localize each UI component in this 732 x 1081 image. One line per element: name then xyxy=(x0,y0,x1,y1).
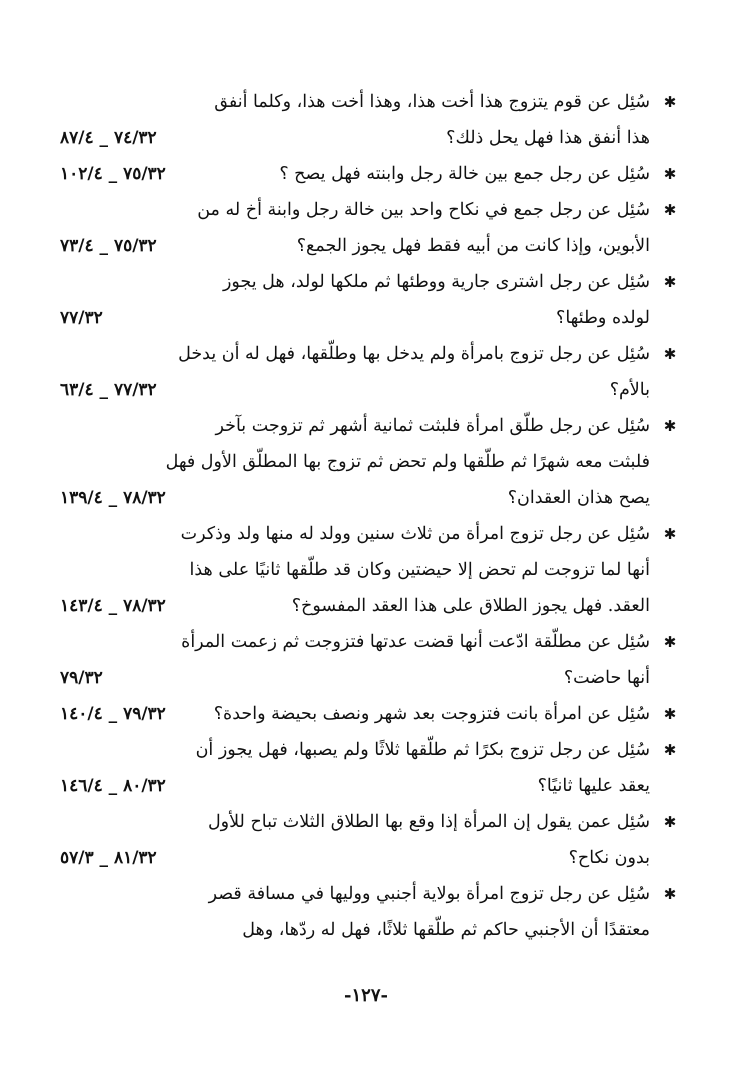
asterisk-bullet-icon: ✱ xyxy=(663,525,677,543)
question-text: العقد. فهل يجوز الطلاق على هذا العقد المفسوخ؟ xyxy=(291,596,650,616)
volume-page-reference: ٧٩/٣٢ _ ١٤٠/٤ xyxy=(60,704,166,724)
volume-page-reference: ٧٧/٣٢ xyxy=(60,308,103,328)
question-text: سُئِل عن رجل جمع في نكاح واحد بين خالة رجل وابنة أخ له من xyxy=(197,200,650,220)
volume-page-reference: ٨٠/٣٢ _ ١٤٦/٤ xyxy=(60,776,166,796)
question-text: فلبثت معه شهرًا ثم طلّقها ولم تحض ثم تزوج بها المطلّق الأول فهل xyxy=(165,452,650,472)
asterisk-bullet-icon: ✱ xyxy=(663,165,677,183)
asterisk-bullet-icon: ✱ xyxy=(663,633,677,651)
question-text: الأبوين، وإذا كانت من أبيه فقط فهل يجوز الجمع؟ xyxy=(296,236,650,256)
question-entry xyxy=(60,198,680,270)
question-text: بدون نكاح؟ xyxy=(568,848,650,868)
question-text: سُئِل عن قوم يتزوج هذا أخت هذا، وهذا أخت هذا، وكلما أنفق xyxy=(214,92,650,112)
question-text: يعقد عليها ثانيًا؟ xyxy=(537,776,650,796)
asterisk-bullet-icon: ✱ xyxy=(663,345,677,363)
question-text: سُئِل عن رجل جمع بين خالة رجل وابنته فهل يصح ؟ xyxy=(279,164,650,184)
question-text: سُئِل عن مطلّقة ادّعت أنها قضت عدتها فتزوجت ثم زعمت المرأة xyxy=(181,632,650,652)
question-text: سُئِل عن امرأة بانت فتزوجت بعد شهر ونصف بحيضة واحدة؟ xyxy=(213,704,650,724)
asterisk-bullet-icon: ✱ xyxy=(663,813,677,831)
question-text: سُئِل عن رجل تزوج بكرًا ثم طلّقها ثلاثًا ولم يصبها، فهل يجوز أن xyxy=(195,740,650,760)
volume-page-reference: ٧٩/٣٢ xyxy=(60,668,103,688)
asterisk-bullet-icon: ✱ xyxy=(663,741,677,759)
question-text: معتقدًا أن الأجنبي حاكم ثم طلّقها ثلاثًا، فهل له ردّها، وهل xyxy=(242,920,650,940)
question-entry xyxy=(60,414,680,522)
volume-page-reference: ٧٥/٣٢ _ ٧٣/٤ xyxy=(60,236,157,256)
question-text: يصح هذان العقدان؟ xyxy=(507,488,650,508)
question-text: أنها حاضت؟ xyxy=(563,668,650,688)
question-text: سُئِل عن رجل تزوج بامرأة ولم يدخل بها وطلّقها، فهل له أن يدخل xyxy=(178,344,650,364)
asterisk-bullet-icon: ✱ xyxy=(663,417,677,435)
asterisk-bullet-icon: ✱ xyxy=(663,201,677,219)
question-text: سُئِل عن رجل تزوج امرأة بولاية أجنبي ووليها في مسافة قصر xyxy=(208,884,650,904)
question-entry xyxy=(60,342,680,414)
question-text: بالأم؟ xyxy=(609,380,650,400)
question-entry xyxy=(60,270,680,342)
question-text: سُئِل عن رجل طلّق امرأة فلبثت ثمانية أشهر ثم تزوجت بآخر xyxy=(215,416,650,436)
question-text: أنها لما تزوجت لم تحض إلا حيضتين وكان قد طلّقها ثانيًا على هذا xyxy=(189,560,650,580)
volume-page-reference: ٨١/٣٢ _ ٥٧/٣ xyxy=(60,848,157,868)
volume-page-reference: ٧٨/٣٢ _ ١٤٣/٤ xyxy=(60,596,166,616)
volume-page-reference: ٧٧/٣٢ _ ٦٣/٤ xyxy=(60,380,157,400)
question-text: سُئِل عن رجل اشترى جارية ووطئها ثم ملكها لولد، هل يجوز xyxy=(222,272,650,292)
volume-page-reference: ٧٨/٣٢ _ ١٣٩/٤ xyxy=(60,488,166,508)
question-entry xyxy=(60,162,680,198)
question-entry xyxy=(60,90,680,162)
question-entry xyxy=(60,702,680,738)
question-entry xyxy=(60,738,680,810)
asterisk-bullet-icon: ✱ xyxy=(663,885,677,903)
question-entry xyxy=(60,882,680,954)
question-entry xyxy=(60,810,680,882)
question-entry xyxy=(60,630,680,702)
asterisk-bullet-icon: ✱ xyxy=(663,273,677,291)
question-text: لولده وطئها؟ xyxy=(556,308,650,328)
asterisk-bullet-icon: ✱ xyxy=(663,93,677,111)
question-entry xyxy=(60,522,680,630)
page-number: -١٢٧- xyxy=(344,985,388,1006)
question-text: سُئِل عن رجل تزوج امرأة من ثلاث سنين وولد له منها ولد وذكرت xyxy=(180,524,650,544)
volume-page-reference: ٧٥/٣٢ _ ١٠٢/٤ xyxy=(60,164,166,184)
volume-page-reference: ٧٤/٣٢ _ ٨٧/٤ xyxy=(60,128,157,148)
question-text: سُئِل عمن يقول إن المرأة إذا وقع بها الطلاق الثلاث تباح للأول xyxy=(207,812,650,832)
question-text: هذا أنفق هذا فهل يحل ذلك؟ xyxy=(446,128,650,148)
asterisk-bullet-icon: ✱ xyxy=(663,705,677,723)
